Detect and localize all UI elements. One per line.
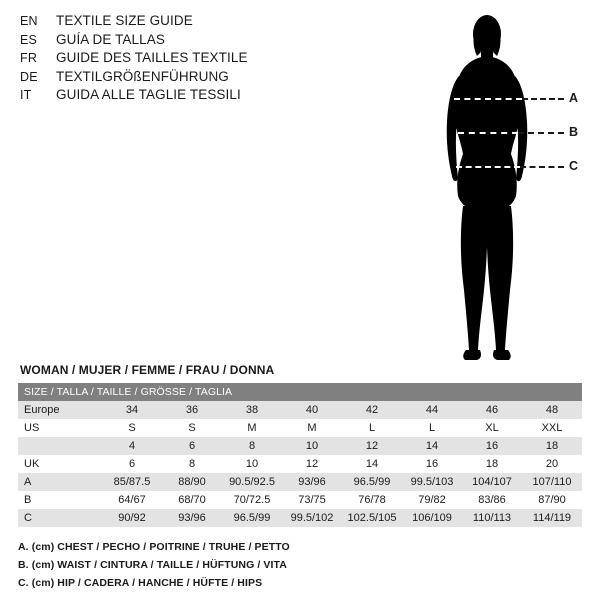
row-label: Europe — [18, 401, 102, 419]
row-label: B — [18, 491, 102, 509]
language-code: IT — [20, 88, 32, 102]
cell: 8 — [162, 455, 222, 473]
cell: 14 — [402, 437, 462, 455]
table-row — [18, 491, 582, 509]
table-row — [18, 419, 582, 437]
size-table — [18, 383, 582, 527]
cell: 14 — [342, 455, 402, 473]
cell: 8 — [222, 437, 282, 455]
cell: 73/75 — [282, 491, 342, 509]
cell: 6 — [162, 437, 222, 455]
language-title: TEXTILGRÖßENFÜHRUNG — [56, 68, 229, 84]
table-row — [18, 401, 582, 419]
legend-item-b: B. (cm) WAIST / CINTURA / TAILLE / HÜFTUNG / VITA — [18, 559, 287, 571]
cell: M — [282, 419, 342, 437]
cell: 88/90 — [162, 473, 222, 491]
language-title: GUIDE DES TAILLES TEXTILE — [56, 50, 248, 65]
language-row — [20, 51, 350, 65]
legend-item-c: C. (cm) HIP / CADERA / HANCHE / HÜFTE / HIPS — [18, 577, 263, 589]
language-title: GUIDA ALLE TAGLIE TESSILI — [56, 87, 241, 102]
cell: 76/78 — [342, 491, 402, 509]
cell: M — [222, 419, 282, 437]
language-row — [20, 14, 350, 28]
cell: 64/67 — [102, 491, 162, 509]
guide-label-b: B — [569, 125, 579, 139]
cell: 46 — [462, 401, 522, 419]
guide-line-a-inner — [454, 98, 522, 100]
cell: 79/82 — [402, 491, 462, 509]
body-measurement-figure — [400, 10, 600, 370]
table-row — [18, 455, 582, 473]
cell: 18 — [462, 455, 522, 473]
cell: 102.5/105 — [342, 509, 402, 527]
female-silhouette-icon — [400, 10, 600, 370]
row-label: US — [18, 419, 102, 437]
table-header-label: SIZE / TALLA / TAILLE / GRÖSSE / TAGLIA — [18, 383, 582, 401]
measurement-legend — [18, 541, 578, 595]
cell: 96.5/99 — [222, 509, 282, 527]
language-row — [20, 33, 350, 47]
guide-line-b-outer — [518, 132, 564, 134]
cell: 36 — [162, 401, 222, 419]
guide-line-c-inner — [456, 166, 520, 168]
cell: 16 — [462, 437, 522, 455]
cell: 34 — [102, 401, 162, 419]
language-title: TEXTILE SIZE GUIDE — [56, 13, 193, 28]
table-header-row — [18, 383, 582, 401]
cell: 44 — [402, 401, 462, 419]
cell: 70/72.5 — [222, 491, 282, 509]
language-row — [20, 70, 350, 84]
cell: XXL — [522, 419, 582, 437]
cell: 85/87.5 — [102, 473, 162, 491]
language-row — [20, 88, 350, 102]
row-label: C — [18, 509, 102, 527]
cell: 18 — [522, 437, 582, 455]
language-code: EN — [20, 14, 38, 28]
cell: 99.5/102 — [282, 509, 342, 527]
cell: S — [162, 419, 222, 437]
cell: 114/119 — [522, 509, 582, 527]
cell: 4 — [102, 437, 162, 455]
language-code: DE — [20, 69, 38, 84]
cell: 16 — [402, 455, 462, 473]
row-label: UK — [18, 455, 102, 473]
row-label: A — [18, 473, 102, 491]
section-heading-woman: WOMAN / MUJER / FEMME / FRAU / DONNA — [20, 363, 275, 377]
cell: 83/86 — [462, 491, 522, 509]
cell: 38 — [222, 401, 282, 419]
cell: 106/109 — [402, 509, 462, 527]
cell: 93/96 — [162, 509, 222, 527]
table-row — [18, 473, 582, 491]
language-title: GUÍA DE TALLAS — [56, 31, 165, 47]
cell: 110/113 — [462, 509, 522, 527]
cell: 99.5/103 — [402, 473, 462, 491]
cell: 10 — [282, 437, 342, 455]
legend-item-a: A. (cm) CHEST / PECHO / POITRINE / TRUHE / PETTO — [18, 541, 290, 553]
guide-label-c: C — [569, 159, 579, 173]
guide-line-c-outer — [520, 166, 564, 168]
cell: XL — [462, 419, 522, 437]
cell: 40 — [282, 401, 342, 419]
cell: S — [102, 419, 162, 437]
cell: 12 — [342, 437, 402, 455]
cell: 104/107 — [462, 473, 522, 491]
cell: 90.5/92.5 — [222, 473, 282, 491]
cell: 6 — [102, 455, 162, 473]
cell: 96.5/99 — [342, 473, 402, 491]
cell: 48 — [522, 401, 582, 419]
row-label — [18, 437, 102, 455]
language-header-block — [20, 14, 350, 107]
cell: 87/90 — [522, 491, 582, 509]
cell: L — [402, 419, 462, 437]
cell: 10 — [222, 455, 282, 473]
language-code: ES — [20, 32, 38, 47]
guide-line-a-outer — [522, 98, 564, 100]
table-row — [18, 509, 582, 527]
table-row — [18, 437, 582, 455]
cell: 93/96 — [282, 473, 342, 491]
cell: 12 — [282, 455, 342, 473]
cell: 68/70 — [162, 491, 222, 509]
guide-label-a: A — [569, 91, 579, 105]
cell: L — [342, 419, 402, 437]
cell: 90/92 — [102, 509, 162, 527]
cell: 107/110 — [522, 473, 582, 491]
language-code: FR — [20, 51, 38, 65]
guide-line-b-inner — [458, 132, 518, 134]
cell: 42 — [342, 401, 402, 419]
cell: 20 — [522, 455, 582, 473]
